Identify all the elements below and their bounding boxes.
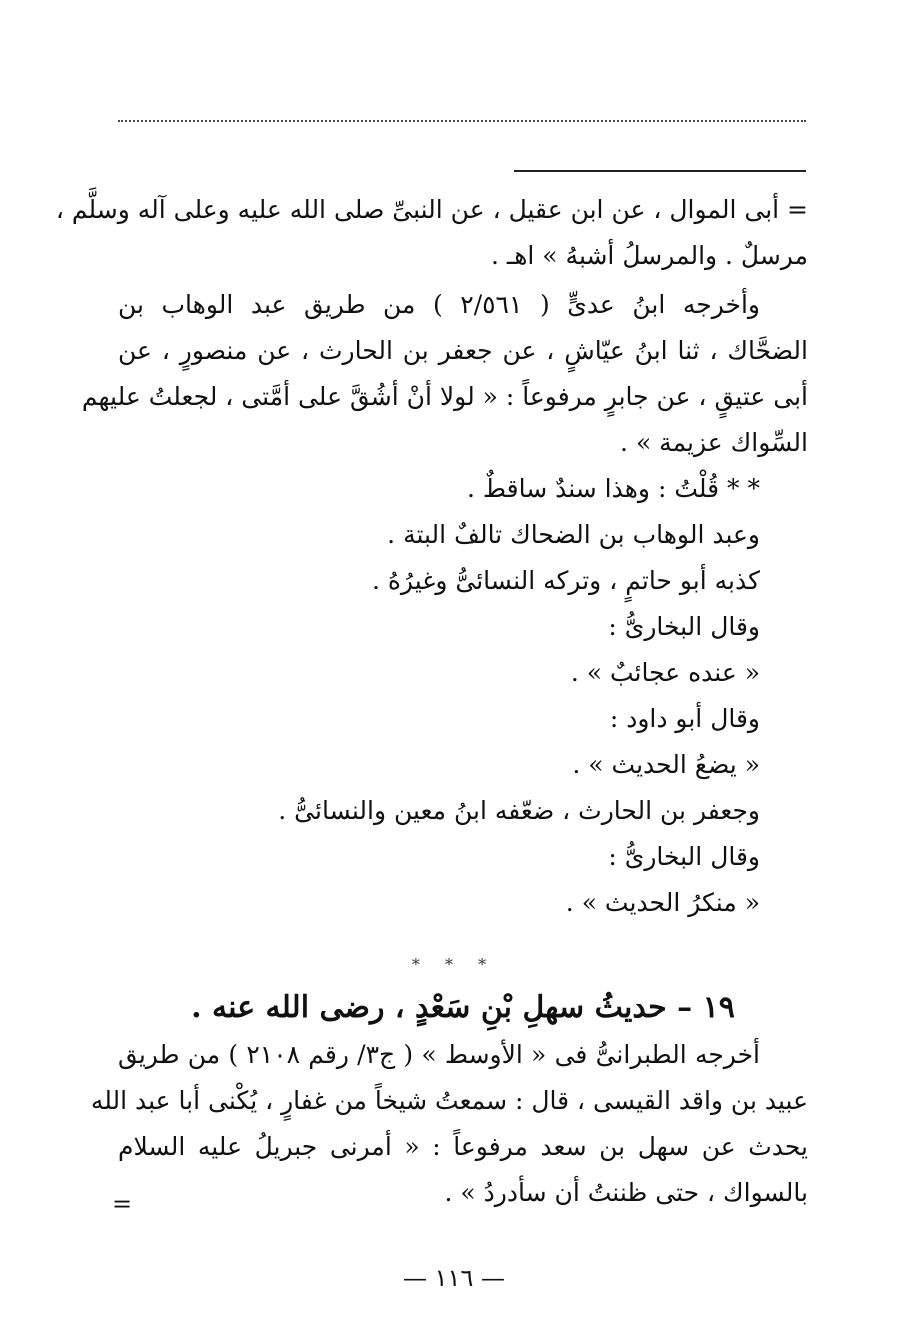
hadith-line: عبيد بن واقد القيسى ، قال : سمعتُ شيخاً من غفارٍ ، يُكْنى أبا عبد الله [90,1086,808,1115]
body-line: وقال أبو داود : [609,704,760,733]
body-line: وقال البخارىُّ : [608,842,760,871]
footnote-line: مرسلٌ . والمرسلُ أشبهُ » اهـ . [491,241,808,270]
body-line: كذبه أبو حاتمٍ ، وتركه النسائىُّ وغيرُهُ . [371,566,760,595]
body-line: وعبد الوهاب بن الضحاك تالفٌ البتة . [387,520,760,549]
hadith-block [90,1032,808,1216]
continuation-mark: = [112,1190,133,1218]
hadith-line: أخرجه الطبرانىُّ فى « الأوسط » ( ج٣/ رقم ٢١٠٨ ) من طريق [118,1040,760,1069]
quote-line: « منكرُ الحديث » . [565,888,760,917]
body-line: وقال البخارىُّ : [608,612,760,641]
hadith-line: بالسواك ، حتى ظننتُ أن سأدردُ » . [444,1178,808,1207]
body-line: السِّواك عزيمة » . [620,428,808,457]
footnote-block [55,187,808,279]
body-line: وجعفر بن الحارث ، ضعّفه ابنُ معين والنسائىُّ . [278,796,760,825]
footnote-separator-rule [514,170,806,172]
qultu-line: * * قُلْتُ : وهذا سندٌ ساقطٌ . [467,474,760,503]
section-separator-stars: * * * [411,955,497,974]
section-heading: ١٩ – حديثُ سهلِ بْنِ سَعْدٍ ، رضى الله عنه . [191,990,735,1025]
page-number: — ١١٦ — [403,1264,505,1292]
body-line: وأخرجه ابنُ عدىٍّ ( ٢/٥٦١ ) من طريق عبد الوهاب بن [118,290,760,319]
hadith-line: يحدث عن سهل بن سعد مرفوعاً : « أمرنى جبريلُ عليه السلام [118,1132,808,1161]
footnote-line: = أبى الموال ، عن ابن عقيل ، عن النبىِّ صلى الله عليه وعلى آله وسلَّم ، [55,195,808,224]
quote-line: « عنده عجائبٌ » . [570,658,760,687]
body-line: أبى عتيقٍ ، عن جابرٍ مرفوعاً : « لولا أنْ أشُقَّ على أمَّتى ، لجعلتُ عليهم [81,382,808,411]
top-dotted-rule [118,120,806,122]
body-block [81,282,808,926]
quote-line: « يضعُ الحديث » . [572,750,760,779]
body-line: الضحَّاك ، ثنا ابنُ عيّاشٍ ، عن جعفر بن الحارث ، عن منصورٍ ، عن [118,336,808,365]
